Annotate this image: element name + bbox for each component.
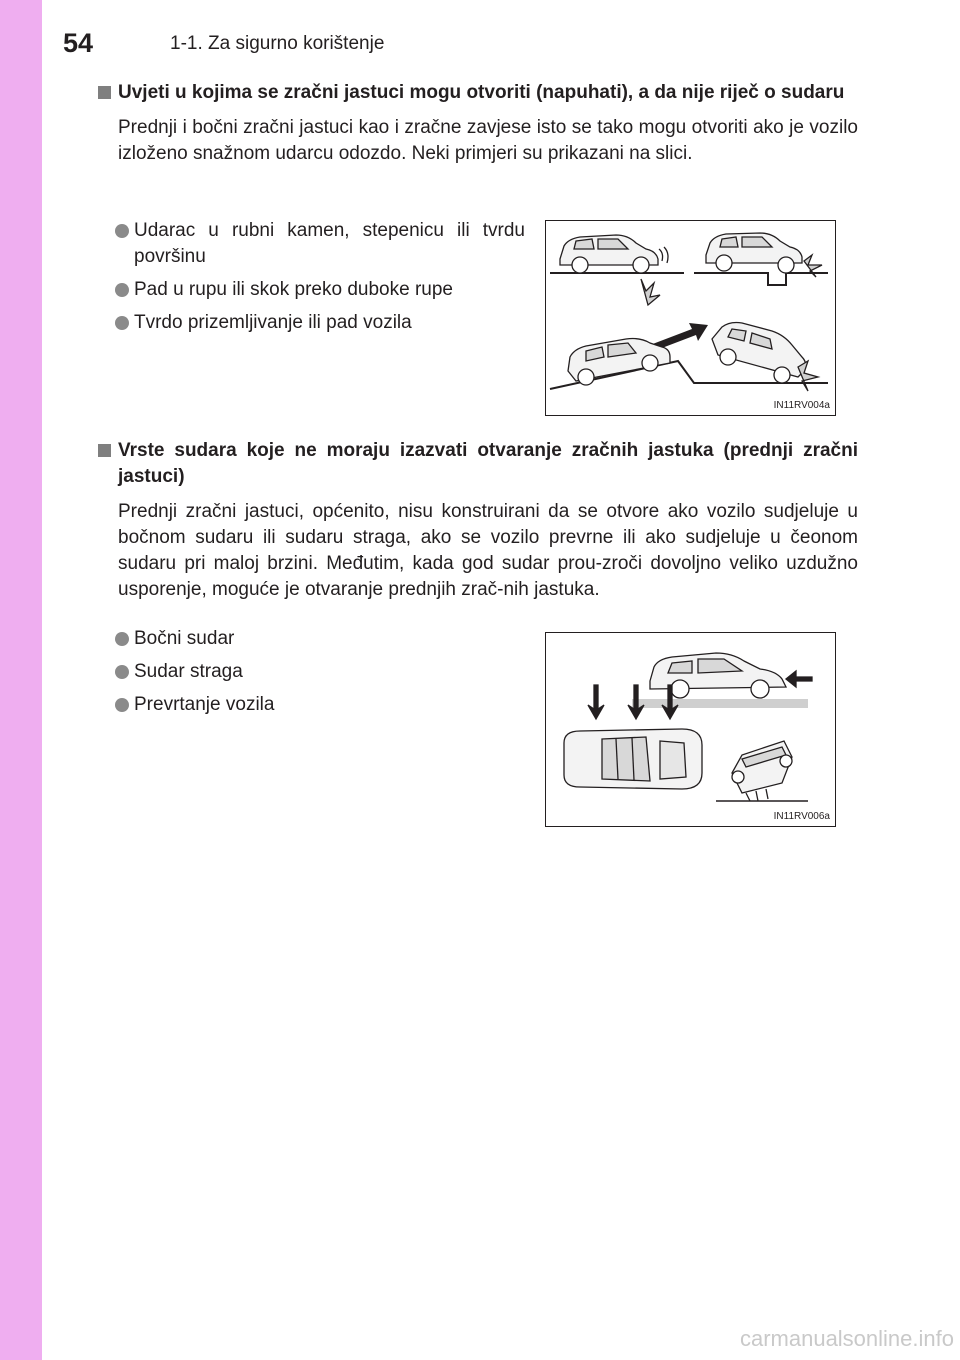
figure-code: IN11RV006a [773,811,830,822]
figure-code: IN11RV004a [773,400,830,411]
circle-bullet-icon [115,283,129,297]
section-1-heading: Uvjeti u kojima se zračni jastuci mogu otvoriti (napuhati), a da nije riječ o sudaru [98,80,858,106]
section-1 [98,80,858,167]
section-1-paragraph: Prednji i bočni zračni jastuci kao i zračne zavjese isto se tako mogu otvoriti ako je vozilo izloženo snažnom udarcu odozdo. Neki primjeri su prikazani na slici. [118,117,858,164]
car-curb-illustration [550,235,684,305]
list-item: Udarac u rubni kamen, stepenicu ili tvrdu površinu [115,218,525,270]
collision-types-illustration [546,633,835,826]
section-2-heading: Vrste sudara koje ne moraju izazvati otvaranje zračnih jastuka (prednji zračni jastuci) [98,438,858,490]
circle-bullet-icon [115,665,129,679]
chapter-side-band [0,0,42,1360]
circle-bullet-icon [115,698,129,712]
page-number: 54 [63,28,94,58]
figure-collision-types [545,632,836,827]
circle-bullet-icon [115,316,129,330]
square-bullet-icon [98,86,111,99]
watermark: carmanualsonline.info [739,1326,954,1351]
car-rollover-illustration [716,741,808,801]
list-item: Sudar straga [115,659,525,685]
car-hole-illustration [694,233,828,285]
list-item: Prevrtanje vozila [115,692,525,718]
figure-underbody-impact [545,220,836,416]
car-landing-illustration [712,323,818,392]
list-item: Pad u rupu ili skok preko duboke rupe [115,277,525,303]
section-2 [98,438,858,603]
list-item: Bočni sudar [115,626,525,652]
section-1-bullet-list [115,218,525,343]
square-bullet-icon [98,444,111,457]
section-2-paragraph: Prednji zračni jastuci, općenito, nisu konstruirani da se otvore ako vozilo sudjeluje u bočnom sudaru ili sudaru straga, ako se vozilo prevrne ili ako sudjeluje u čeonom sudaru pri maloj brzini. Međutim, kada god sudar prou-zroči dovoljno veliko uzdužno usporenje, moguće je otvaranje prednjih zrač-nih jastuka. [118,501,858,600]
underbody-impact-illustration [546,221,835,415]
car-rear-collision-illustration [632,653,812,708]
circle-bullet-icon [115,632,129,646]
circle-bullet-icon [115,224,129,238]
section-2-bullet-list [115,626,525,725]
list-item: Tvrdo prizemljivanje ili pad vozila [115,310,525,336]
section-title: 1-1. Za sigurno korištenje [170,33,385,54]
